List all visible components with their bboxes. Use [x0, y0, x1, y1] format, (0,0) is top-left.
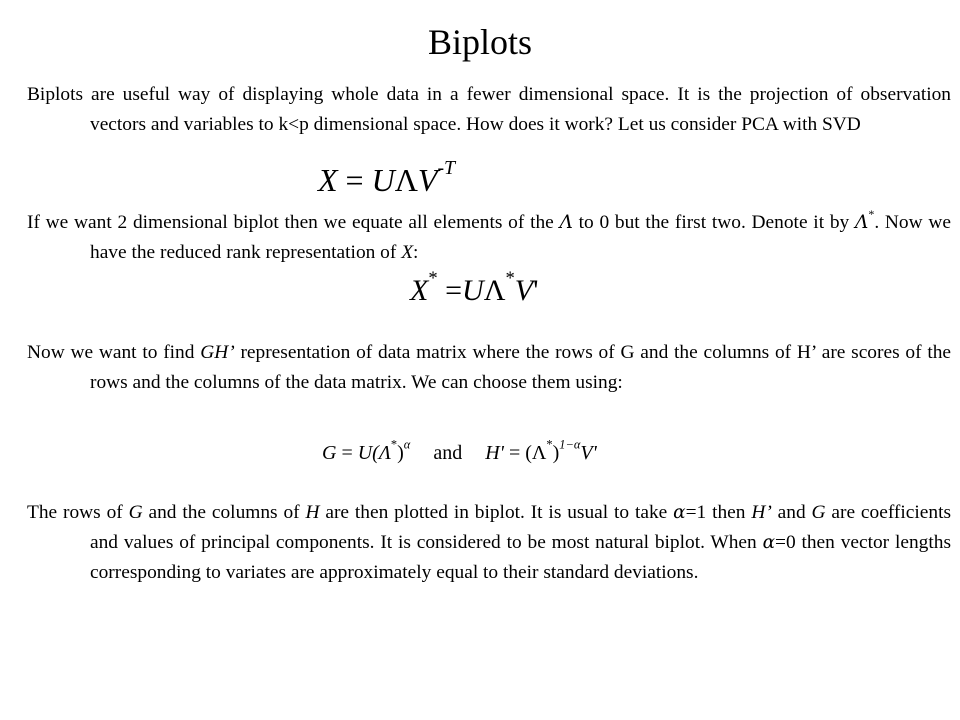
paragraph-plotting: The rows of G and the columns of H are then plotted in biplot. It is usual to take α=1 then H’ and G are coefficients and values of principal components. It is considered to be most natural biplot. When α=0 then vector lengths corresponding to variates are approximately equal to their standard deviations. — [27, 502, 952, 583]
paragraph-reduced-rank: If we want 2 dimensional biplot then we equate all elements of the Λ to 0 but the first two. Denote it by Λ*. Now we have the reduced rank representation of X: — [27, 206, 952, 263]
eq1-lambda: Λ — [394, 162, 418, 198]
paragraph-intro: Biplots are useful way of displaying whole data in a fewer dimensional space. It is the projection of observation vectors and variables to k<p dimensional space. How does it work? Let us consider PCA with SVD — [27, 84, 951, 135]
equation-g-h: $G = U(\Lambda^*)^\alpha$ and $H' = (\Lambda^*)^{1-\alpha}V'$ — [322, 437, 597, 464]
equation-reduced: X* =UΛ*V' — [410, 268, 539, 307]
eq1-equals: = — [345, 162, 364, 198]
eq1-transpose: -T — [437, 157, 456, 180]
slide-title: Biplots — [427, 22, 533, 62]
eq1-v: V — [417, 162, 438, 198]
eq1-u: U — [371, 162, 395, 198]
paragraph-gh-representation: Now we want to find GH’ representation of data matrix where the rows of G and the columns of H’ are scores of the rows and the columns of the data matrix. We can choose them using: — [27, 342, 952, 393]
equation-svd — [318, 157, 456, 199]
eq1-x: X — [318, 162, 338, 198]
